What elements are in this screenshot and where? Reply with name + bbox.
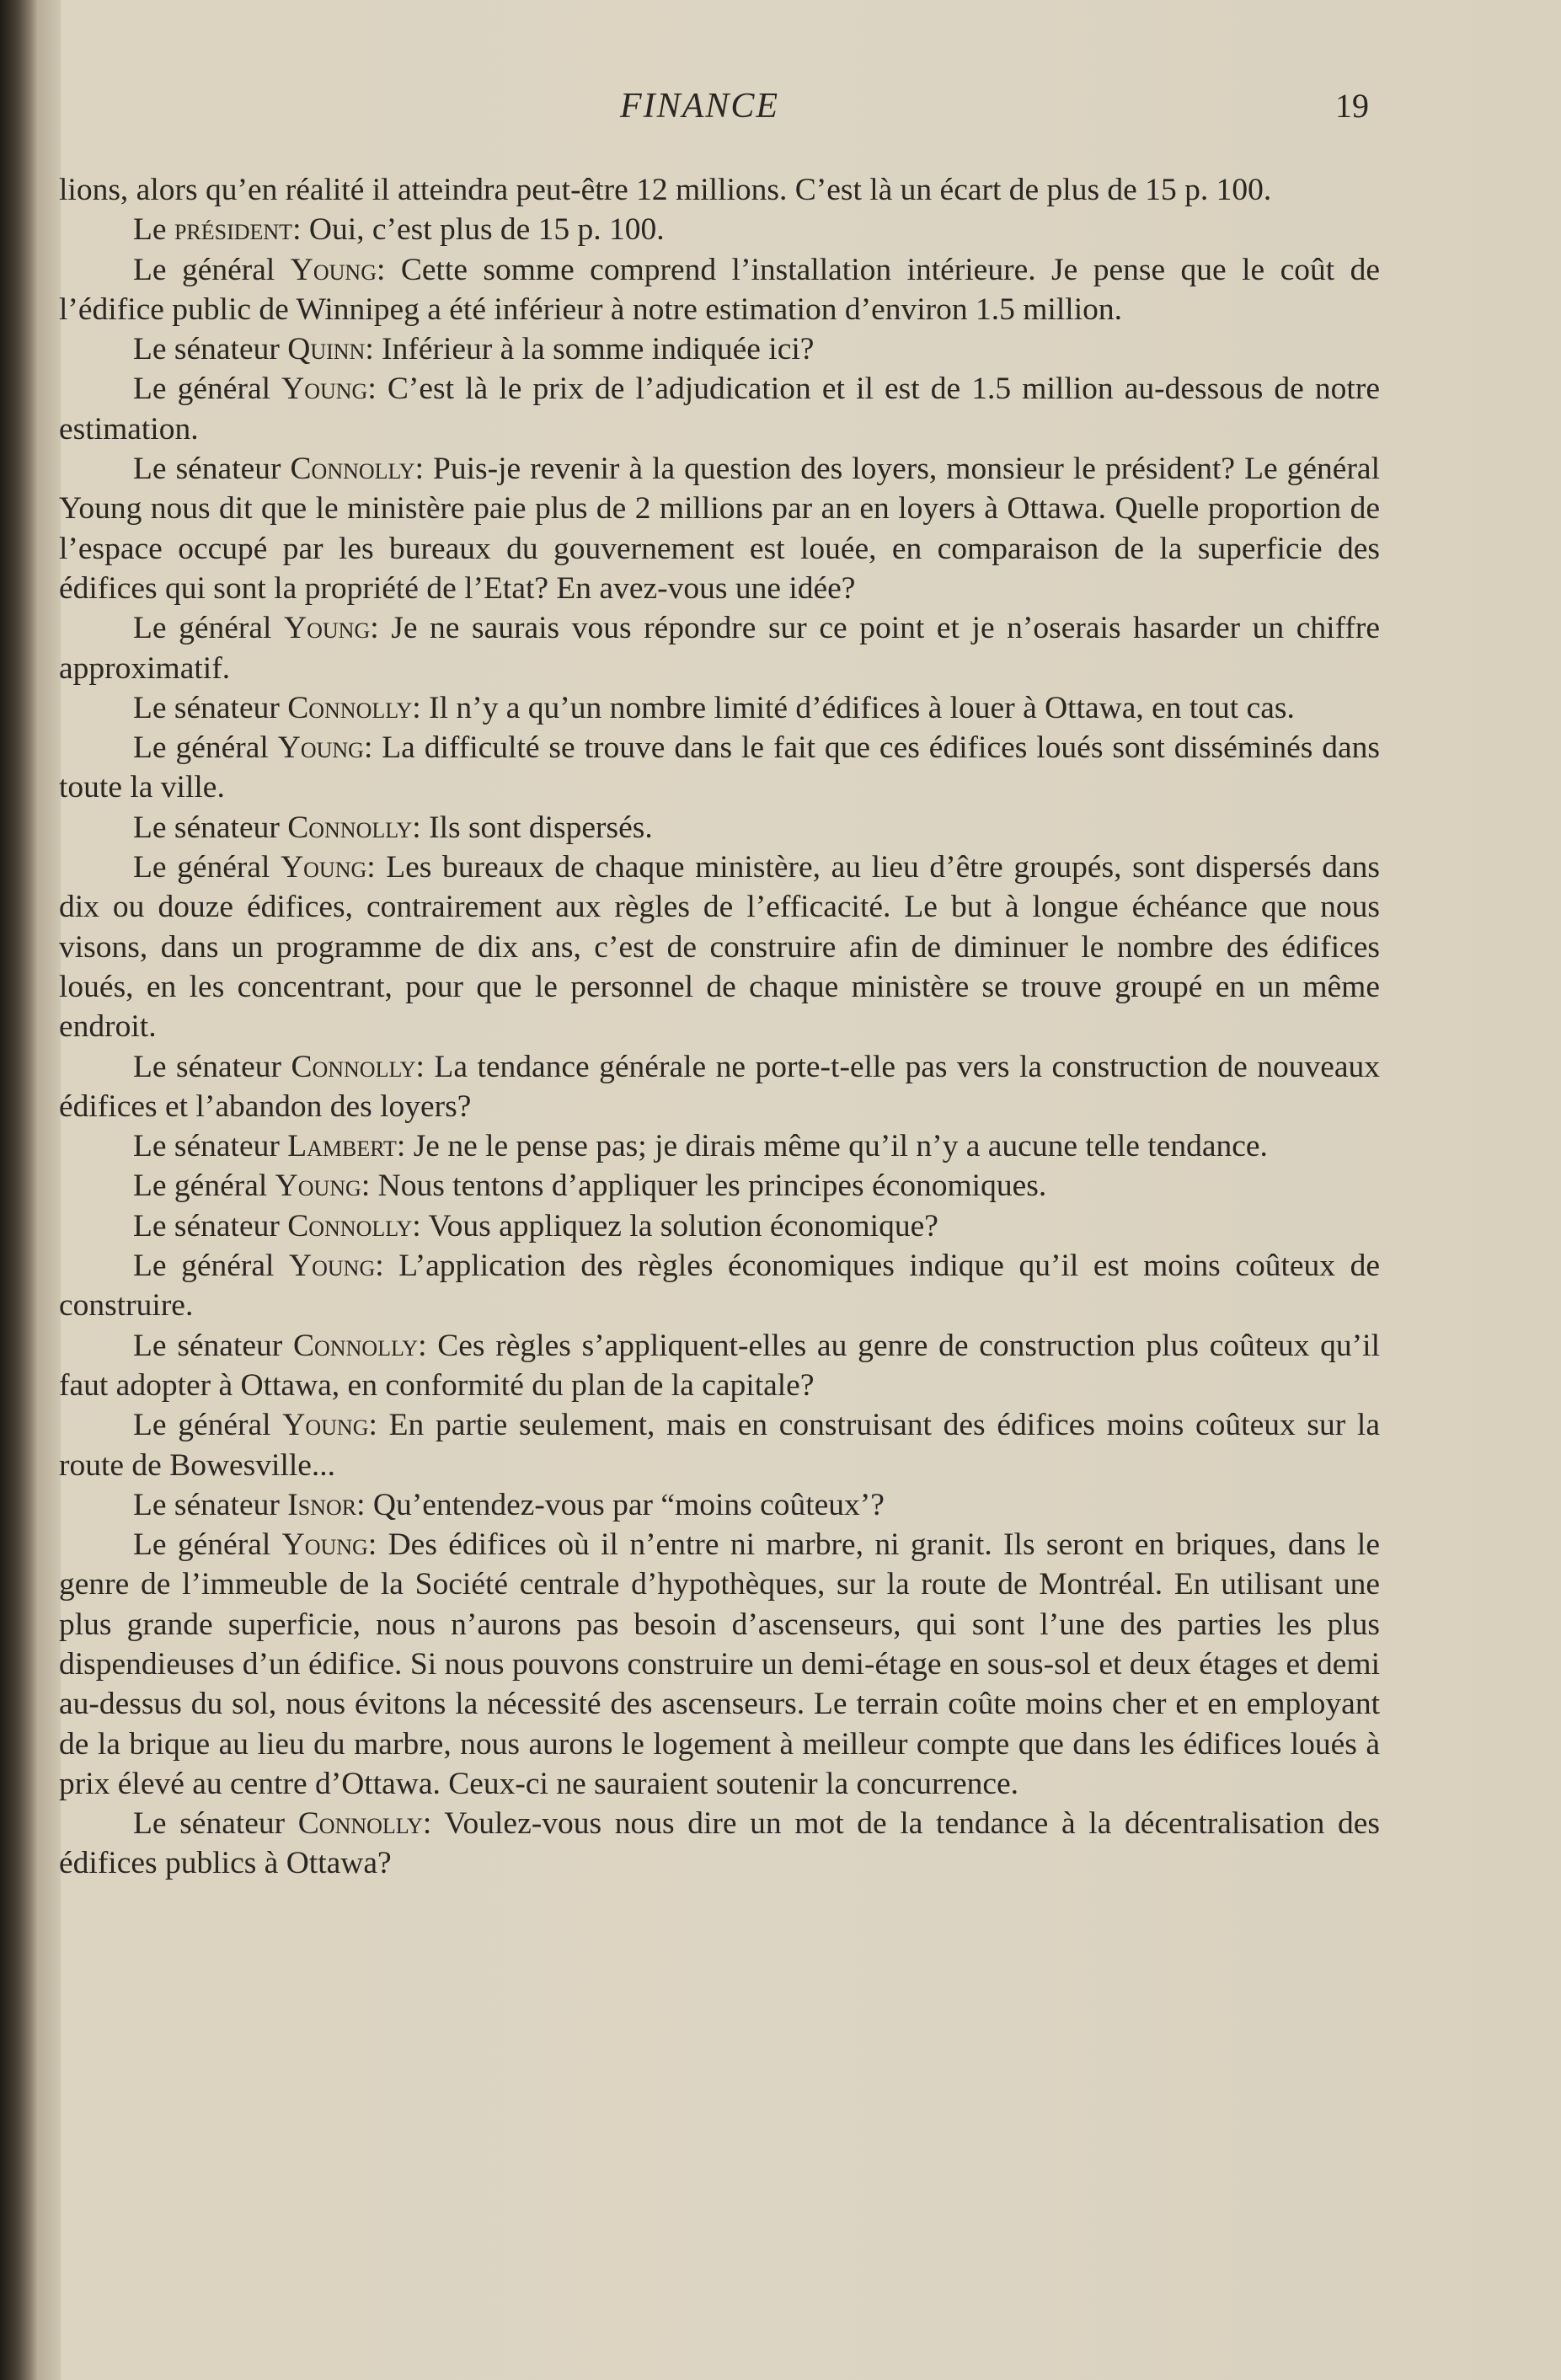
speech-text: : Inférieur à la somme indiquée ici? [365,332,815,367]
speaker-name: Connolly [287,810,413,845]
speaker-name: Young [282,1408,369,1443]
speaker-name: Connolly [291,1049,416,1084]
transcript-paragraph [59,210,1380,249]
speech-text: : Ces règles s’appliquent-elles au genre de construction plus coûteux qu’il faut adopter à Ottawa, en conformité du plan de la capitale? [59,1328,1380,1403]
speech-text: : Je ne le pense pas; je dirais même qu’il n’y a aucune telle tendance. [396,1129,1268,1164]
speaker-title: Le général [133,730,278,766]
speaker-title: Le sénateur [133,1129,288,1164]
speaker-title: Le général [133,1169,275,1204]
book-gutter-shadow [0,0,39,2380]
speaker-title: Le sénateur [133,1806,298,1842]
transcript-paragraph [59,449,1380,608]
speaker-title: Le sénateur [133,690,288,725]
speaker-name: Young [281,1527,368,1563]
transcript-paragraph [59,369,1380,449]
speaker-title: Le général [133,611,285,646]
transcript-paragraph [59,170,1380,210]
transcript-paragraph [59,1525,1380,1804]
speech-text: : Cette somme comprend l’installation intérieure. Je pense que le coût de l’édifice public de Winnipeg a été inférieur à notre estimation d’environ 1.5 million. [59,252,1381,327]
transcript-paragraph [59,250,1380,330]
transcript-paragraph [59,1246,1380,1326]
transcript-paragraph [59,1326,1380,1406]
speaker-title: Le sénateur [133,452,291,487]
speech-text: : Oui, c’est plus de 15 p. 100. [292,212,665,248]
speech-text: lions, alors qu’en réalité il atteindra peut-être 12 millions. C’est là un écart de plus de 15 p. 100. [59,173,1272,207]
speaker-name: Young [289,1249,376,1284]
speaker-title: Le [133,212,174,248]
speaker-name: Lambert [287,1129,397,1164]
speech-text: : Il n’y a qu’un nombre limité d’édifices à louer à Ottawa, en tout cas. [412,690,1295,725]
speech-text: : La tendance générale ne porte-t-elle pas vers la construction de nouveaux édifices et l’abandon des loyers? [59,1049,1381,1124]
speaker-title: Le général [133,850,281,885]
transcript-paragraph [59,329,1380,369]
speech-text: : Voulez-vous nous dire un mot de la tendance à la décentralisation des édifices publics à Ottawa? [59,1806,1380,1881]
speaker-name: Connolly [297,1806,423,1842]
speaker-name: Young [277,730,364,766]
speech-text: : Ils sont dispersés. [412,810,653,845]
speaker-name: Connolly [287,690,413,725]
speaker-name: Young [284,611,371,646]
transcript-paragraph [59,1804,1380,1884]
transcript-body [59,170,1380,1884]
speech-text: : Puis-je revenir à la question des loyers, monsieur le président? Le général Young nous dit que le ministère paie plus de 2 millions par an en loyers à Ottawa. Quelle proportion de l’espace occupé par les bureaux du gouvernement est louée, en comparaison de la superficie des édifices qui sont la propriété de l’Etat? En avez-vous une idée? [59,452,1380,606]
speaker-name: Quinn [287,332,366,367]
speaker-name: Connolly [287,1208,413,1243]
speaker-title: Le général [133,1527,282,1563]
speech-text: : Je ne saurais vous répondre sur ce point et je n’oserais hasarder un chiffre approximatif. [59,611,1380,686]
speaker-name: Young [290,252,377,287]
speech-text: : En partie seulement, mais en construisant des édifices moins coûteux sur la route de Bowesville... [59,1408,1380,1483]
speaker-name: Young [275,1169,361,1204]
transcript-paragraph [59,1206,1380,1246]
speaker-name: Connolly [290,452,415,487]
page-number: 19 [1335,87,1369,125]
speaker-name: Connolly [293,1328,419,1363]
speaker-name: Young [281,850,367,885]
speech-text: : Les bureaux de chaque ministère, au lieu d’être groupés, sont dispersés dans dix ou douze édifices, contrairement aux règles de l’efficacité. Le but à longue échéance que nous visons, dans un programme de dix ans, c’est de construire afin de diminuer le nombre des édifices loués, en les concentrant, pour que le personnel de chaque ministère se trouve groupé en un même endroit. [59,850,1380,1045]
speech-text: : Des édifices où il n’entre ni marbre, ni granit. Ils seront en briques, dans le genre de l’immeuble de la Société centrale d’hypothèques, sur la route de Montréal. En utilisant une plus grande superficie, nous n’aurons pas besoin d’ascenseurs, qui sont l’une des parties les plus dispendieuses d’un édifice. Si nous pouvons construire un demi-étage en sous-sol et deux étages et demi au-dessus du sol, nous évitons la nécessité des ascenseurs. Le terrain coûte moins cher et en employant de la brique au lieu du marbre, nous aurons le logement à meilleur compte que dans les édifices loués à prix élevé au centre d’Ottawa. Ceux-ci ne sauraient soutenir la concurrence. [59,1527,1380,1801]
speech-text: : L’application des règles économiques indique qu’il est moins coûteux de construire. [59,1249,1380,1324]
transcript-paragraph [59,608,1380,688]
speaker-title: Le général [133,372,282,407]
speaker-name: Isnor [287,1487,357,1522]
speech-text: : Nous tentons d’appliquer les principes économiques. [361,1169,1047,1204]
speaker-title: Le sénateur [133,1487,288,1522]
transcript-paragraph [59,1126,1380,1166]
facing-page-edge [39,0,61,2380]
transcript-paragraph [59,1047,1380,1127]
speaker-name: Young [281,372,368,407]
speaker-name: président [174,212,293,248]
transcript-paragraph [59,688,1380,728]
speech-text: : Qu’entendez-vous par “moins coûteux’? [356,1487,885,1522]
transcript-paragraph [59,1405,1380,1485]
transcript-paragraph [59,848,1380,1046]
speaker-title: Le sénateur [133,1208,288,1243]
speaker-title: Le général [133,1249,290,1284]
speech-text: : La difficulté se trouve dans le fait que ces édifices loués sont disséminés dans toute la ville. [59,730,1381,805]
transcript-paragraph [59,1485,1380,1525]
speech-text: : Vous appliquez la solution économique? [412,1208,938,1243]
running-head: FINANCE [620,87,779,126]
speech-text: : C’est là le prix de l’adjudication et il est de 1.5 million au-dessous de notre estimation. [59,372,1380,447]
transcript-paragraph [59,1166,1380,1206]
speaker-title: Le sénateur [133,810,288,845]
speaker-title: Le sénateur [133,332,288,367]
speaker-title: Le général [133,252,291,287]
page-header [0,86,1561,136]
transcript-paragraph [59,808,1380,848]
speaker-title: Le général [133,1408,283,1443]
speaker-title: Le sénateur [133,1328,294,1363]
speaker-title: Le sénateur [133,1049,291,1084]
transcript-paragraph [59,728,1380,808]
